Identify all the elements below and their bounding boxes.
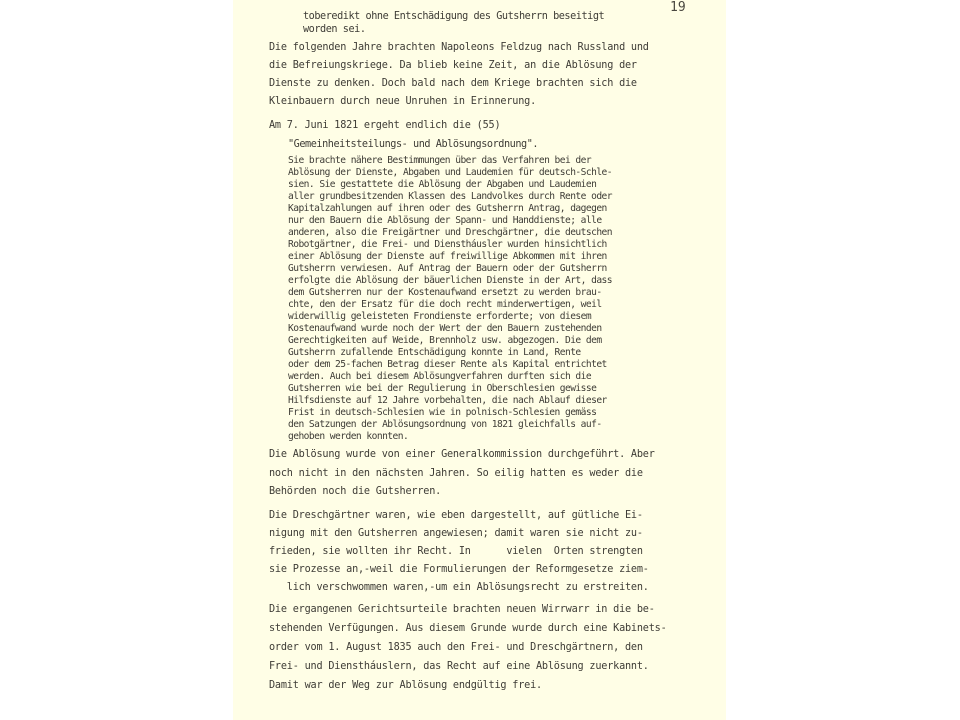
page-number: 19 [670, 0, 686, 15]
text-line: den Satzungen der Ablösungsordnung von 1821 gleichfalls auf- [288, 419, 602, 430]
text-line: frieden, sie wollten ihr Recht. In vielen Orten strengten [269, 546, 643, 557]
text-line: stehenden Verfügungen. Aus diesem Grunde wurde durch eine Kabinets- [269, 623, 667, 634]
text-line: gehoben werden konnten. [288, 431, 409, 442]
text-line: Die Ablösung wurde von einer Generalkommission durchgeführt. Aber [269, 449, 655, 460]
text-line: oder dem 25-fachen Betrag dieser Rente als Kapital entrichtet [288, 359, 607, 370]
text-line: Ablösung der Dienste, Abgaben und Laudemien für deutsch-Schle- [288, 167, 613, 178]
text-line: die Befreiungskriege. Da blieb keine Zeit, an die Ablösung der [269, 60, 637, 71]
text-line: Gutsherrn verwiesen. Auf Antrag der Bauern oder der Gutsherrn [288, 263, 607, 274]
text-line: Gerechtigkeiten auf Weide, Brennholz usw. abgezogen. Die dem [288, 335, 602, 346]
text-line: Frei- und Dienstháuslern, das Recht auf eine Ablösung zuerkannt. [269, 661, 649, 672]
text-line: Damit war der Weg zur Ablösung endgültig frei. [269, 680, 542, 691]
text-line: aller grundbesitzenden Klassen des Landvolkes durch Rente oder [288, 191, 613, 202]
text-line: Kostenaufwand wurde noch der Wert der den Bauern zustehenden [288, 323, 602, 334]
text-line: worden sei. [303, 24, 366, 35]
text-line: Die ergangenen Gerichtsurteile brachten neuen Wirrwarr in die be- [269, 604, 655, 615]
text-line: anderen, also die Freigärtner und Dreschgärtner, die deutschen [288, 227, 613, 238]
document-page [233, 0, 726, 720]
text-line: Robotgärtner, die Frei- und Dienstháusler wurden hinsichtlich [288, 239, 607, 250]
text-line: nigung mit den Gutsherren angewiesen; damit waren sie nicht zu- [269, 528, 643, 539]
text-line: Dienste zu denken. Doch bald nach dem Kriege brachten sich die [269, 78, 637, 89]
text-line: Die Dreschgärtner waren, wie eben dargestellt, auf gütliche Ei- [269, 510, 643, 521]
text-line: nur den Bauern die Ablösung der Spann- und Handdienste; alle [288, 215, 602, 226]
text-line: Sie brachte nähere Bestimmungen über das Verfahren bei der [288, 155, 592, 166]
text-line: werden. Auch bei diesem Ablösungverfahren durften sich die [288, 371, 592, 382]
text-line: sien. Sie gestattete die Ablösung der Abgaben und Laudemien [288, 179, 597, 190]
text-line: Die folgenden Jahre brachten Napoleons Feldzug nach Russland und [269, 42, 649, 53]
text-line: dem Gutsherren nur der Kostenaufwand ersetzt zu werden brau- [288, 287, 602, 298]
text-line: Kapitalzahlungen auf ihren oder des Gutsherrn Antrag, dagegen [288, 203, 607, 214]
text-line: sie Prozesse an,-weil die Formulierungen der Reformgesetze ziem- [269, 564, 649, 575]
text-line: Behörden noch die Gutsherren. [269, 486, 442, 497]
text-line: Am 7. Juni 1821 ergeht endlich die (55) [269, 120, 501, 131]
text-line: Gutsherren wie bei der Regulierung in Oberschlesien gewisse [288, 383, 597, 394]
text-line: chte, den der Ersatz für die doch recht minderwertigen, weil [288, 299, 602, 310]
text-line: "Gemeinheitsteilungs- und Ablösungsordnung". [288, 139, 539, 150]
text-line: Kleinbauern durch neue Unruhen in Erinnerung. [269, 96, 537, 107]
text-line: toberedikt ohne Entschädigung des Gutsherrn beseitigt [303, 11, 605, 22]
text-line: widerwillig geleisteten Frondienste erforderte; von diesem [288, 311, 592, 322]
text-line: Hilfsdienste auf 12 Jahre vorbehalten, die nach Ablauf dieser [288, 395, 607, 406]
text-line: Gutsherrn zufallende Entschädigung konnte in Land, Rente [288, 347, 581, 358]
text-line: Frist in deutsch-Schlesien wie in polnisch-Schlesien gemäss [288, 407, 597, 418]
text-line: einer Ablösung der Dienste auf freiwillige Abkommen mit ihren [288, 251, 607, 262]
text-line: order vom 1. August 1835 auch den Frei- und Dreschgärtnern, den [269, 642, 643, 653]
text-line: erfolgte die Ablösung der bäuerlichen Dienste in der Art, dass [288, 275, 613, 286]
text-line: noch nicht in den nächsten Jahren. So eilig hatten es weder die [269, 468, 643, 479]
text-line: lich verschwommen waren,-um ein Ablösungsrecht zu erstreiten. [269, 582, 649, 593]
